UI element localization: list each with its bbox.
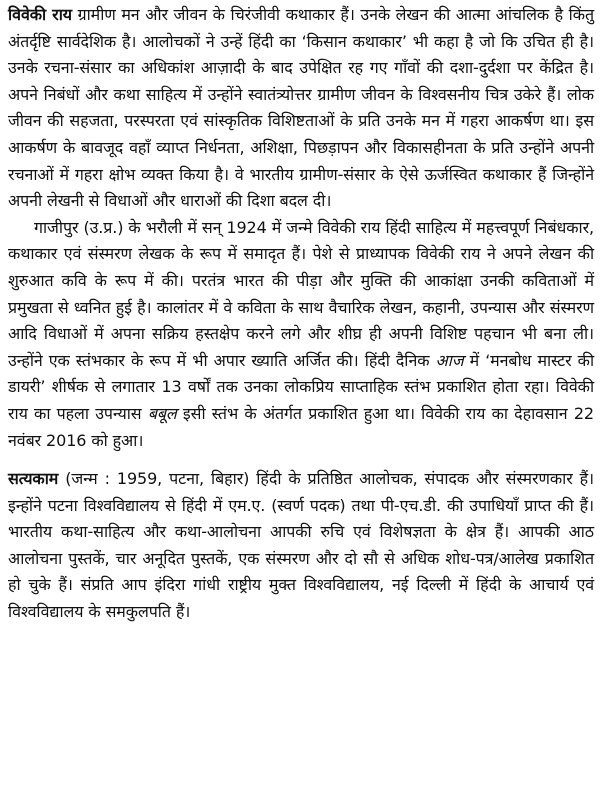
newspaper-title-aaj: आज — [435, 350, 464, 370]
vivekirai-life-text-3: इसी स्तंभ के अंतर्गत प्रकाशित हुआ था। विवेकी राय का देहावसान 22 नवंबर 2016 को हुआ। — [8, 403, 594, 450]
vivekirai-life-text-1: गाजीपुर (उ.प्र.) के भरौली में सन् 1924 में जन्मे विवेकी राय हिंदी साहित्य में महत्त्वपूर्ण निबंधकार, कथाकार एवं संस्मरण लेखक के रूप में समादृत हैं। पेशे से प्राध्यापक विवेकी राय ने अपने लेखन की शुरुआत कवि के रूप में की। परतंत्र भारत की पीड़ा और मुक्ति की आकांक्षा उनकी कविताओं में प्रमुखता से ध्वनित हुई है। कालांतर में वे कविता के साथ वैचारिक लेखन, कहानी, उपन्यास और संस्मरण आदि विधाओं में अपना सक्रिय हस्तक्षेप करने लगे और शीघ्र ही अपनी विशिष्ट पहचान भी बना ली। उन्होंने एक स्तंभकार के रूप में भी अपार ख्याति अर्जित की। हिंदी दैनिक — [8, 217, 594, 370]
vivekirai-intro-text: ग्रामीण मन और जीवन के चिरंजीवी कथाकार हैं। उनके लेखन की आत्मा आंचलिक है किंतु अंतर्दृष्टि सार्वदेशिक है। आलोचकों ने उन्हें हिंदी का ‘किसान कथाकार’ भी कहा है जो कि उचित ही है। उनके रचना-संसार का अधिकांश आज़ादी के बाद उपेक्षित रह गए गाँवों की दशा-दुर्दशा पर केंद्रित है। अपने निबंधों और कथा साहित्य में उन्होंने स्वातंत्र्योत्तर ग्रामीण जीवन के विश्वसनीय चित्र उकेरे हैं। लोक जीवन की सहजता, परस्परता एवं सांस्कृतिक विशिष्टताओं के प्रति उनके मन में गहरा आकर्षण था। इस आकर्षण के बावजूद वहाँ व्याप्त निर्धनता, अशिक्षा, पिछड़ापन और विकासहीनता के प्रति उन्होंने अपनी रचनाओं में गहरा क्षोभ व्यक्त किया है। वे भारतीय ग्रामीण-संसार के ऐसे ऊर्जस्वित कथाकार हैं जिन्होंने अपनी लेखनी से विधाओं और धाराओं की दिशा बदल दी। — [8, 5, 595, 211]
author-name-vivekirai: विवेकी राय — [8, 5, 72, 24]
author-bio-page — [8, 2, 594, 626]
satyakam-bio-paragraph — [8, 466, 594, 626]
section-spacer — [8, 454, 594, 466]
novel-title-babul: बबूल — [147, 403, 177, 423]
vivekirai-life-text-2: में ‘मनबोध मास्टर की डायरी’ शीर्षक से लगातार 13 वर्षों तक उनका लोकप्रिय साप्ताहिक स्तंभ प्रकाशित होता रहा। विवेकी राय का पहला उपन्यास — [8, 350, 595, 423]
satyakam-bio-text: (जन्म : 1959, पटना, बिहार) हिंदी के प्रतिष्ठित आलोचक, संपादक और संस्मरणकार हैं। इन्होंने पटना विश्वविद्यालय से हिंदी में एम.ए. (स्वर्ण पदक) तथा पी-एच.डी. की उपाधियाँ प्राप्त की हैं। भारतीय कथा-साहित्य और कथा-आलोचना आपकी रुचि एवं विशेषज्ञता के क्षेत्र हैं। आपकी आठ आलोचना पुस्तकें, चार अनूदित पुस्तकें, एक संस्मरण और दो सौ से अधिक शोध-पत्र/आलेख प्रकाशित हो चुके हैं। संप्रति आप इंदिरा गांधी राष्ट्रीय मुक्त विश्वविद्यालय, नई दिल्ली में हिंदी के आचार्य एवं विश्वविद्यालय के समकुलपति हैं। — [8, 469, 594, 622]
vivekirai-bio-paragraph — [8, 2, 594, 215]
vivekirai-life-paragraph — [8, 215, 594, 454]
author-name-satyakam: सत्यकाम — [8, 469, 59, 489]
